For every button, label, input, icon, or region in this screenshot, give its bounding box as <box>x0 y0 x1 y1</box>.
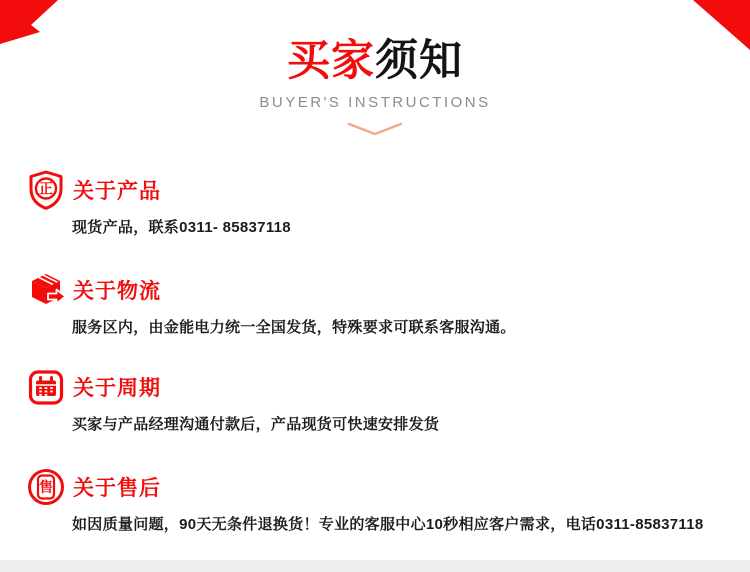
chevron-down-icon <box>347 122 403 137</box>
after-sales-seal-icon <box>26 467 66 507</box>
section-body: 服务区内，由金能电力统一全国发货，特殊要求可联系客服沟通。 <box>72 319 516 336</box>
svg-text:售: 售 <box>39 479 53 495</box>
svg-text:正: 正 <box>39 180 53 197</box>
section-product <box>26 170 726 237</box>
page-title <box>0 38 750 85</box>
section-heading: 关于售后 <box>73 477 161 500</box>
section-body: 如因质量问题，90天无条件退换货！专业的客服中心10秒相应客户需求，电话0311-85837118 <box>72 516 704 533</box>
certified-badge-icon <box>26 170 66 210</box>
page-title-red-part: 买家 <box>287 37 375 85</box>
page-title-black-part: 须知 <box>375 37 463 85</box>
section-aftersales <box>26 467 726 534</box>
section-logistics <box>26 270 726 337</box>
section-heading: 关于产品 <box>73 180 161 203</box>
shipping-box-icon <box>26 270 66 310</box>
section-heading: 关于物流 <box>73 280 161 303</box>
section-body: 买家与产品经理沟通付款后，产品现货可快速安排发货 <box>72 416 440 433</box>
header <box>0 38 750 137</box>
footer-bar <box>0 560 750 572</box>
section-cycle <box>26 367 726 434</box>
calendar-icon <box>26 367 66 407</box>
page-subtitle: BUYER'S INSTRUCTIONS <box>259 94 491 112</box>
section-body: 现货产品，联系0311- 85837118 <box>72 219 291 236</box>
section-heading: 关于周期 <box>73 377 161 400</box>
